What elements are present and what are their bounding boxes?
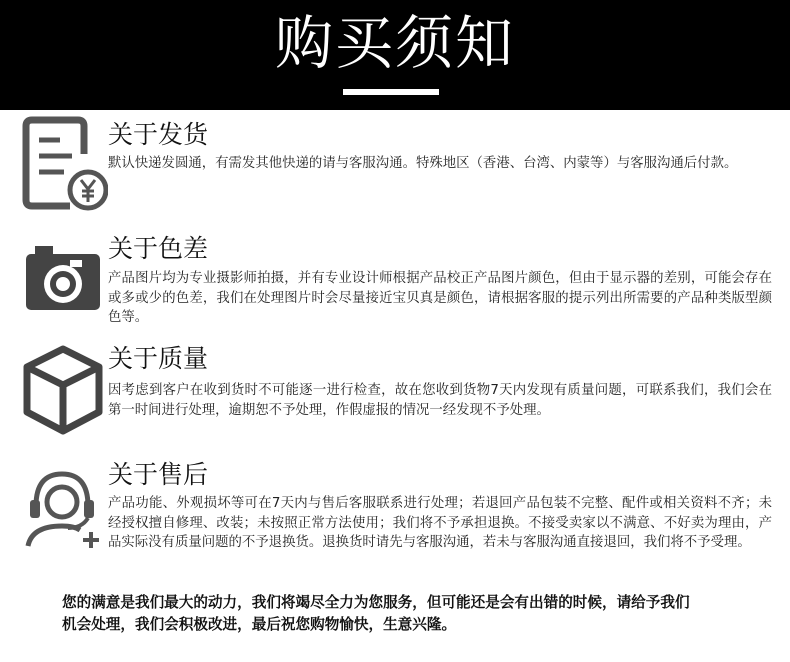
section-body: 产品图片均为专业摄影师拍摄，并有专业设计师根据产品校正产品图片颜色，但由于显示器的差别，可能会存在或多或少的色差，我们在处理图片时会尽量接近宝贝真是颜色，请根据客服的提示列出所需要的产品种类版型颜色等。: [108, 271, 772, 325]
section-title: 关于质量: [108, 344, 209, 373]
title-underline: [343, 89, 439, 95]
section-title: 关于发货: [108, 120, 209, 149]
camera-icon: [22, 240, 104, 316]
page-title: 购买须知: [274, 9, 515, 77]
section-title: 关于色差: [108, 234, 209, 263]
section-body: 产品功能、外观损坏等可在7天内与售后客服联系进行处理；若退回产品包装不完整、配件或相关资料不齐；未经授权擅自修理、改装；未按照正常方法使用；我们将不予承担退换。不接受卖家以不满意、不好卖为理由，产品实际没有质量问题的不予退换货。退换货时请先与客服沟通，若未与客服沟通直接退回，我们将不予受理。: [108, 496, 772, 550]
cube-icon: [22, 344, 104, 436]
closing-note: 您的满意是我们最大的动力，我们将竭尽全力为您服务，但可能还是会有出错的时候，请给予我们机会处理，我们会积极改进，最后祝您购物愉快，生意兴隆。: [62, 594, 690, 633]
section-title: 关于售后: [108, 460, 209, 489]
customer-service-headset-icon: [22, 466, 106, 552]
section-body: 默认快递发圆通，有需发其他快递的请与客服沟通。特殊地区（香港、台湾、内蒙等）与客服沟通后付款。: [108, 156, 738, 171]
header-banner: [0, 0, 790, 110]
invoice-yen-icon: [22, 116, 108, 212]
section-body: 因考虑到客户在收到货时不可能逐一进行检查，故在您收到货物7天内发现有质量问题，可联系我们，我们会在第一时间进行处理，逾期恕不予处理，作假虚报的情况一经发现不予处理。: [108, 383, 772, 418]
